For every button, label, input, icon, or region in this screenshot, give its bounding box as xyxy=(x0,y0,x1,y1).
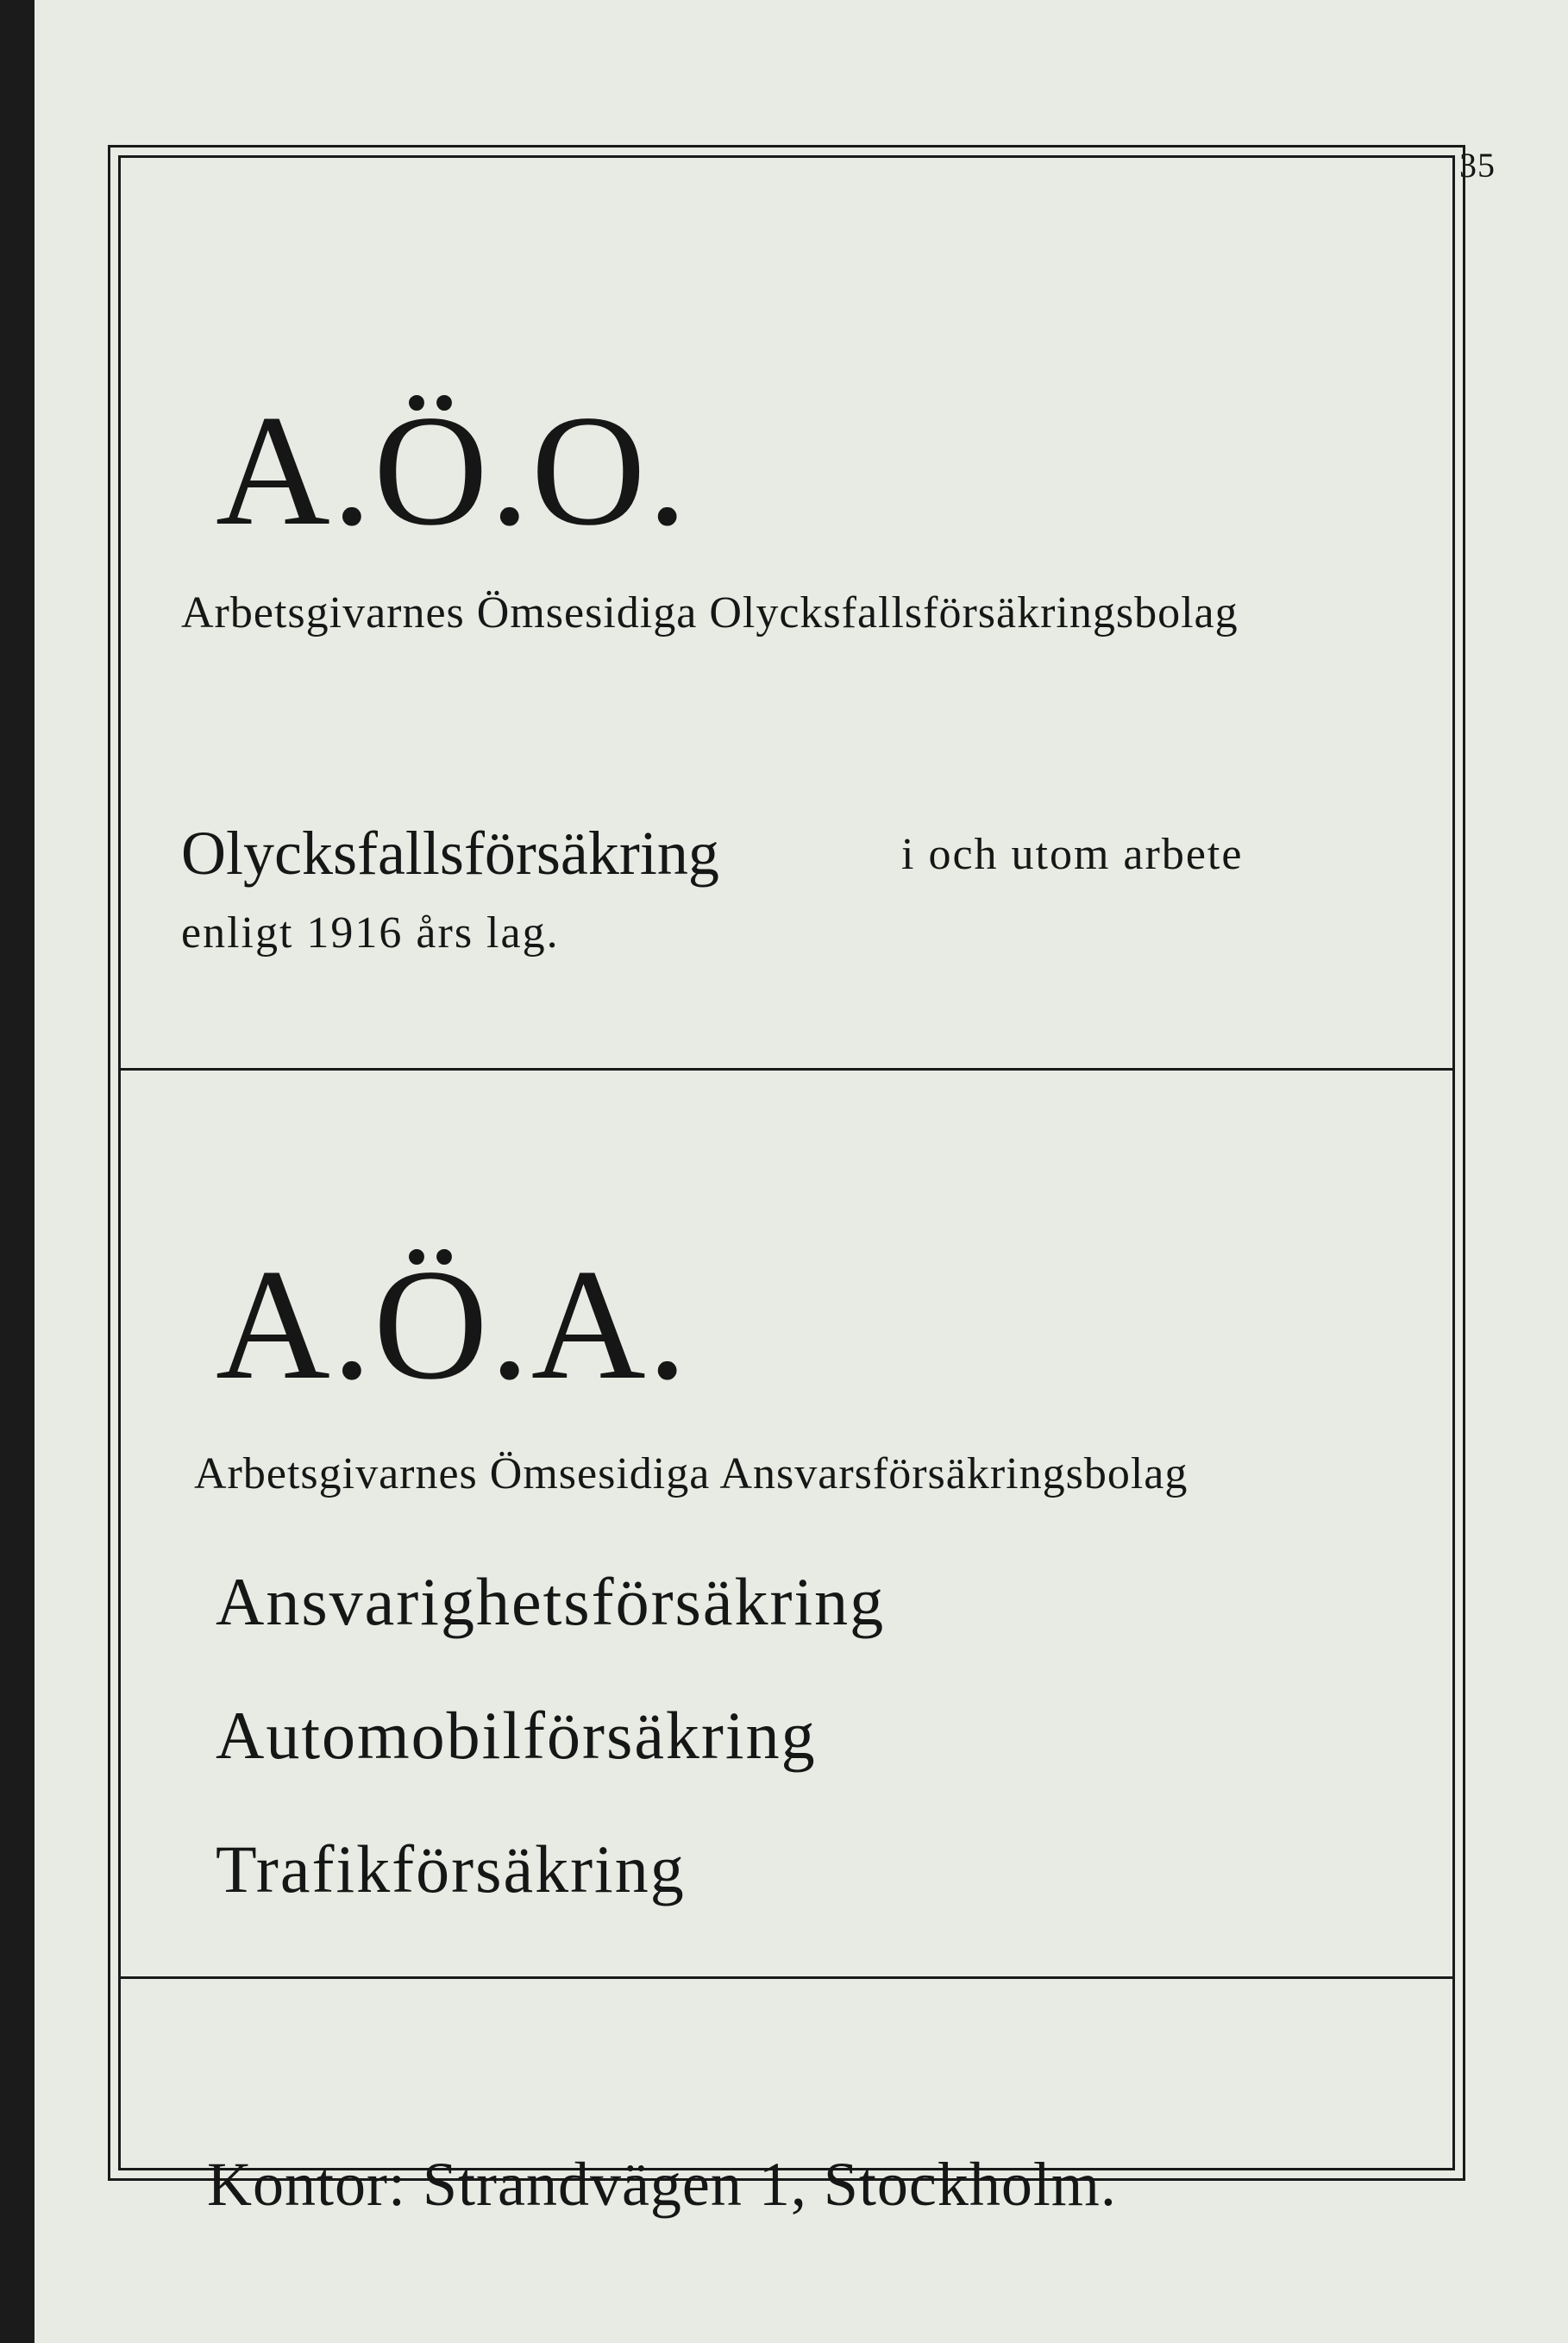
section-divider xyxy=(121,1976,1452,1979)
aoa-abbreviation: A.Ö.A. xyxy=(216,1236,689,1412)
page-left-edge xyxy=(0,0,34,2343)
aoa-product-item: Trafikförsäkring xyxy=(216,1831,686,1906)
aoa-product-item: Ansvarighetsförsäkring xyxy=(216,1564,886,1639)
aoo-product-suffix: i och utom arbete xyxy=(901,830,1244,879)
aoa-company-name: Arbetsgivarnes Ömsesidiga Ansvarsförsäkringsbolag xyxy=(194,1449,1189,1498)
aoa-section xyxy=(121,1072,1452,1976)
advertisement-frame xyxy=(118,155,1455,2219)
section-divider xyxy=(121,1068,1452,1071)
aoo-product-continuation: enligt 1916 års lag. xyxy=(181,908,560,958)
footer-section xyxy=(121,1981,1452,2219)
aoa-product-item: Automobilförsäkring xyxy=(216,1698,817,1773)
aoo-section xyxy=(121,158,1452,1068)
aoo-company-name: Arbetsgivarnes Ömsesidiga Olycksfallsförsäkringsbolag xyxy=(181,588,1239,638)
office-address: Kontor: Strandvägen 1, Stockholm. xyxy=(207,2150,1117,2219)
aoo-abbreviation: A.Ö.O. xyxy=(216,382,689,558)
page-number: 35 xyxy=(1459,146,1496,185)
aoo-product-title: Olycksfallsförsäkring xyxy=(181,819,719,888)
